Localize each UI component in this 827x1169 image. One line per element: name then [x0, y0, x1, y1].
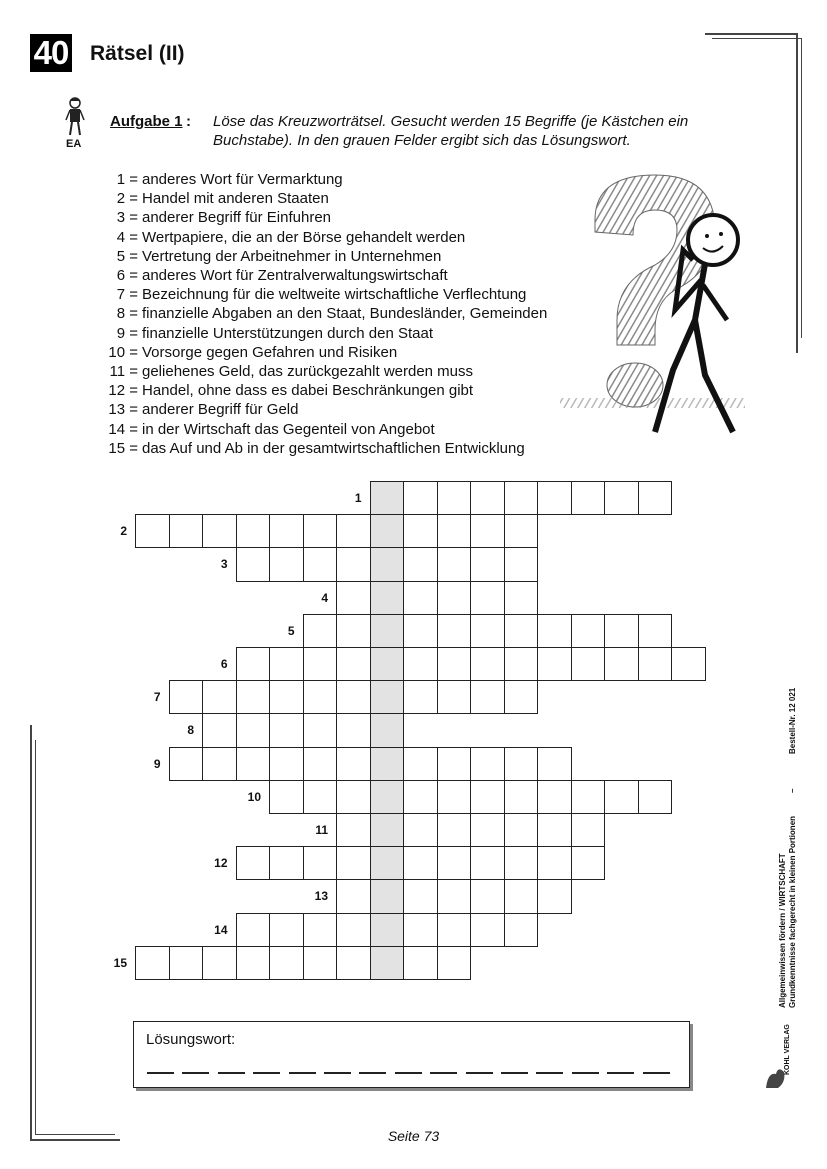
row-number: 8 — [187, 723, 194, 738]
task-label: Aufgabe 1 — [110, 113, 183, 130]
crossword-cell[interactable] — [403, 913, 438, 947]
clue-number: 12 = — [108, 382, 138, 400]
crossword-cell[interactable] — [571, 813, 606, 847]
crossword-cell[interactable] — [437, 879, 472, 913]
crossword-cell[interactable] — [303, 614, 338, 648]
solution-blank[interactable] — [182, 1072, 209, 1074]
crossword-cell[interactable] — [336, 647, 371, 681]
crossword-cell[interactable] — [403, 514, 438, 548]
crossword-cell[interactable] — [202, 514, 237, 548]
crossword-cell[interactable] — [169, 680, 204, 714]
crossword-cell[interactable] — [336, 780, 371, 814]
solution-blank[interactable] — [572, 1072, 599, 1074]
crossword-cell-solution[interactable] — [370, 879, 405, 913]
crossword-cell[interactable] — [303, 913, 338, 947]
crossword-cell-solution[interactable] — [370, 680, 405, 714]
crossword-cell[interactable] — [437, 780, 472, 814]
crossword-cell[interactable] — [571, 481, 606, 515]
crossword-cell[interactable] — [236, 747, 271, 781]
crossword-cell[interactable] — [269, 846, 304, 880]
crossword-cell[interactable] — [336, 846, 371, 880]
crossword-cell[interactable] — [269, 514, 304, 548]
crossword-cell[interactable] — [169, 946, 204, 980]
exercise-number: 40 — [30, 34, 72, 72]
crossword-cell[interactable] — [336, 713, 371, 747]
clue-item — [108, 189, 547, 208]
frame-top-right-v1 — [796, 33, 798, 353]
thinking-figure-illustration — [555, 170, 750, 440]
crossword-cell[interactable] — [269, 680, 304, 714]
crossword-cell[interactable] — [504, 614, 539, 648]
crossword-cell[interactable] — [470, 647, 505, 681]
crossword-cell[interactable] — [437, 913, 472, 947]
crossword-cell[interactable] — [470, 747, 505, 781]
crossword-cell[interactable] — [202, 747, 237, 781]
crossword-cell[interactable] — [202, 713, 237, 747]
clue-number: 13 = — [108, 401, 138, 419]
frame-top-right-h1 — [705, 33, 797, 35]
solution-blank[interactable] — [289, 1072, 316, 1074]
crossword-cell[interactable] — [470, 481, 505, 515]
crossword-cell[interactable] — [571, 614, 606, 648]
clue-text: Vorsorge gegen Gefahren und Risiken — [142, 343, 398, 361]
crossword-cell[interactable] — [236, 647, 271, 681]
crossword-cell-solution[interactable] — [370, 747, 405, 781]
clue-item — [108, 208, 547, 227]
crossword-cell[interactable] — [437, 614, 472, 648]
clue-item — [108, 285, 547, 304]
crossword-cell[interactable] — [336, 614, 371, 648]
solution-blank[interactable] — [466, 1072, 493, 1074]
clue-item — [108, 324, 547, 343]
clue-number: 4 = — [116, 228, 138, 246]
crossword-cell[interactable] — [470, 680, 505, 714]
clue-item — [108, 304, 547, 323]
crossword-cell[interactable] — [403, 846, 438, 880]
crossword-cell[interactable] — [269, 747, 304, 781]
row-number: 11 — [315, 823, 328, 837]
crossword-cell[interactable] — [671, 647, 706, 681]
crossword-cell[interactable] — [504, 879, 539, 913]
row-number: 3 — [220, 557, 228, 572]
crossword-cell[interactable] — [303, 547, 338, 581]
clue-number: 9 = — [116, 324, 138, 342]
side-info — [776, 687, 797, 1010]
crossword-cell[interactable] — [437, 647, 472, 681]
crossword-cell[interactable] — [236, 846, 271, 880]
crossword-cell[interactable] — [470, 614, 505, 648]
crossword-cell[interactable] — [169, 514, 204, 548]
crossword-cell[interactable] — [437, 946, 472, 980]
clue-list — [108, 170, 547, 458]
clue-item — [108, 266, 547, 285]
frame-top-right-v2 — [801, 38, 802, 338]
crossword-cell[interactable] — [604, 614, 639, 648]
crossword-cell[interactable] — [437, 581, 472, 615]
crossword-cell[interactable] — [504, 846, 539, 880]
crossword-cell[interactable] — [269, 780, 304, 814]
solution-label: Lösungswort: — [146, 1031, 236, 1048]
crossword-cell[interactable] — [336, 813, 371, 847]
row-number: 13 — [314, 889, 328, 904]
solution-blank[interactable] — [536, 1072, 563, 1074]
clue-number: 10 = — [108, 343, 138, 361]
clue-number: 6 = — [116, 267, 138, 285]
solution-blank[interactable] — [147, 1072, 174, 1074]
clue-number: 2 = — [116, 190, 138, 208]
crossword-cell[interactable] — [537, 780, 572, 814]
side-subtitle: Grundkenntnisse fachgerecht in kleinen Portionen — [788, 815, 797, 1008]
crossword-cell[interactable] — [470, 846, 505, 880]
clue-number: 8 = — [116, 305, 138, 323]
clue-text: finanzielle Abgaben an den Staat, Bundesländer, Gemeinden — [142, 305, 548, 323]
crossword-cell[interactable] — [336, 913, 371, 947]
side-title: Allgemeinwissen fördern / WIRTSCHAFT — [778, 853, 787, 1008]
crossword-cell[interactable] — [303, 747, 338, 781]
crossword-cell[interactable] — [437, 547, 472, 581]
solution-blank[interactable] — [501, 1072, 528, 1074]
crossword-cell-solution[interactable] — [370, 514, 405, 548]
crossword-cell[interactable] — [638, 481, 673, 515]
crossword-cell[interactable] — [504, 547, 539, 581]
crossword-cell[interactable] — [135, 514, 170, 548]
row-number: 6 — [220, 657, 228, 671]
clue-number: 1 = — [116, 171, 138, 188]
side-order-number: Bestell-Nr. 12 021 — [788, 687, 797, 754]
crossword-cell[interactable] — [403, 547, 438, 581]
clue-text: das Auf und Ab in der gesamtwirtschaftlichen Entwicklung — [142, 439, 525, 457]
row-number: 4 — [321, 590, 328, 605]
clue-number: 11 = — [109, 363, 138, 381]
crossword-cell[interactable] — [504, 813, 539, 847]
side-dash: – — [788, 788, 797, 793]
crossword-cell[interactable] — [403, 481, 438, 515]
crossword-cell[interactable] — [303, 680, 338, 714]
row-number: 10 — [247, 789, 261, 804]
crossword-cell[interactable] — [269, 913, 304, 947]
crossword-cell[interactable] — [504, 514, 539, 548]
crossword-cell[interactable] — [504, 581, 539, 615]
publisher-name: KOHL VERLAG — [784, 1024, 791, 1075]
crossword-cell[interactable] — [303, 514, 338, 548]
crossword-cell[interactable] — [236, 913, 271, 947]
clue-text: anderes Wort für Zentralverwaltungswirtschaft — [142, 267, 448, 285]
clue-item — [108, 247, 547, 266]
row-number: 14 — [214, 922, 228, 937]
clue-text: finanzielle Unterstützungen durch den Staat — [142, 324, 434, 342]
crossword-cell[interactable] — [437, 747, 472, 781]
crossword-cell[interactable] — [504, 481, 539, 515]
frame-top-right-h2 — [712, 38, 802, 39]
crossword-cell[interactable] — [470, 581, 505, 615]
crossword-cell[interactable] — [504, 780, 539, 814]
task-instructions: Löse das Kreuzworträtsel. Gesucht werden 15 Begriffe (je Kästchen ein Buchstabe). In den grauen Felder ergibt sich das Lösungswort. — [213, 113, 689, 149]
crossword-cell[interactable] — [303, 946, 338, 980]
crossword-cell[interactable] — [604, 481, 639, 515]
clue-number: 15 = — [108, 439, 138, 457]
crossword-cell[interactable] — [135, 946, 170, 980]
crossword-cell[interactable] — [169, 747, 204, 781]
solution-blank[interactable] — [430, 1072, 457, 1074]
crossword-cell[interactable] — [303, 647, 338, 681]
crossword-cell[interactable] — [537, 481, 572, 515]
crossword-cell[interactable] — [437, 514, 472, 548]
clue-number: 3 = — [116, 209, 138, 227]
crossword-cell[interactable] — [303, 713, 338, 747]
crossword-cell[interactable] — [537, 846, 572, 880]
crossword-cell[interactable] — [236, 547, 271, 581]
publisher-logo — [762, 1062, 804, 1092]
crossword-cell[interactable] — [403, 647, 438, 681]
clue-text: Bezeichnung für die weltweite wirtschaftliche Verflechtung — [142, 286, 527, 304]
crossword-cell-solution[interactable] — [370, 946, 405, 980]
clue-item — [108, 170, 547, 189]
crossword-cell[interactable] — [202, 680, 237, 714]
solution-blank[interactable] — [324, 1072, 351, 1074]
frame-bottom-left-v2 — [35, 740, 36, 1135]
crossword-cell[interactable] — [537, 614, 572, 648]
crossword-cell[interactable] — [537, 647, 572, 681]
crossword-cell[interactable] — [470, 913, 505, 947]
crossword-cell[interactable] — [537, 879, 572, 913]
crossword-cell[interactable] — [470, 813, 505, 847]
crossword-cell-solution[interactable] — [370, 647, 405, 681]
clue-text: Handel, ohne dass es dabei Beschränkungen gibt — [142, 382, 474, 400]
clue-text: Handel mit anderen Staaten — [142, 190, 329, 208]
page-number: Seite 73 — [387, 1128, 440, 1144]
crossword-cell[interactable] — [336, 680, 371, 714]
crossword-cell[interactable] — [470, 879, 505, 913]
crossword-cell[interactable] — [236, 680, 271, 714]
crossword-cell[interactable] — [504, 913, 539, 947]
crossword-cell[interactable] — [336, 879, 371, 913]
row-number: 5 — [287, 623, 295, 638]
solution-blank[interactable] — [395, 1072, 422, 1074]
crossword-cell[interactable] — [269, 647, 304, 681]
crossword-cell[interactable] — [336, 581, 371, 615]
crossword-cell[interactable] — [504, 747, 539, 781]
clue-item — [108, 343, 547, 362]
solution-blank[interactable] — [607, 1072, 634, 1074]
crossword-cell[interactable] — [571, 647, 606, 681]
row-number: 1 — [354, 491, 362, 505]
crossword-cell[interactable] — [269, 946, 304, 980]
crossword-cell[interactable] — [403, 946, 438, 980]
clue-item — [108, 439, 547, 458]
crossword-cell[interactable] — [571, 780, 606, 814]
crossword-cell[interactable] — [604, 780, 639, 814]
crossword-cell[interactable] — [504, 647, 539, 681]
crossword-cell-solution[interactable] — [370, 614, 405, 648]
crossword-cell[interactable] — [403, 680, 438, 714]
crossword-cell[interactable] — [236, 946, 271, 980]
crossword-cell[interactable] — [403, 747, 438, 781]
crossword-cell[interactable] — [236, 514, 271, 548]
crossword-cell[interactable] — [470, 780, 505, 814]
crossword-cell[interactable] — [403, 614, 438, 648]
crossword-cell[interactable] — [504, 680, 539, 714]
crossword-cell[interactable] — [571, 846, 606, 880]
crossword-cell[interactable] — [336, 747, 371, 781]
crossword-cell[interactable] — [437, 481, 472, 515]
row-number: 7 — [153, 690, 161, 705]
crossword-cell[interactable] — [336, 946, 371, 980]
crossword-cell[interactable] — [303, 780, 338, 814]
crossword-cell[interactable] — [236, 713, 271, 747]
clue-item — [108, 362, 547, 381]
clue-text: in der Wirtschaft das Gegenteil von Angebot — [142, 420, 435, 438]
crossword-cell-solution[interactable] — [370, 780, 405, 814]
crossword-cell[interactable] — [638, 780, 673, 814]
clue-number: 14 = — [108, 420, 138, 438]
solution-blank[interactable] — [359, 1072, 386, 1074]
clue-text: anderer Begriff für Einfuhren — [142, 209, 332, 227]
crossword-cell-solution[interactable] — [370, 547, 405, 581]
crossword-cell[interactable] — [336, 514, 371, 548]
crossword-cell[interactable] — [638, 614, 673, 648]
clue-number: 5 = — [116, 247, 138, 265]
row-number: 9 — [153, 756, 161, 771]
crossword-cell[interactable] — [437, 813, 472, 847]
crossword-cell[interactable] — [403, 581, 438, 615]
crossword-cell[interactable] — [604, 647, 639, 681]
crossword-cell-solution[interactable] — [370, 481, 405, 515]
crossword-cell[interactable] — [470, 547, 505, 581]
task-colon: : — [186, 113, 191, 130]
solution-blank[interactable] — [643, 1072, 670, 1074]
clue-text: anderer Begriff für Geld — [142, 401, 299, 419]
crossword-cell[interactable] — [403, 813, 438, 847]
crossword-cell-solution[interactable] — [370, 846, 405, 880]
crossword-cell[interactable] — [437, 680, 472, 714]
row-number: 12 — [214, 856, 228, 871]
crossword-cell[interactable] — [437, 846, 472, 880]
crossword-cell[interactable] — [638, 647, 673, 681]
work-mode-label: EA — [66, 138, 82, 150]
clue-text: geliehenes Geld, das zurückgezahlt werden muss — [142, 363, 474, 381]
crossword-cell[interactable] — [537, 813, 572, 847]
crossword-cell-solution[interactable] — [370, 813, 405, 847]
clue-item — [108, 400, 547, 419]
crossword-cell[interactable] — [403, 780, 438, 814]
crossword-cell-solution[interactable] — [370, 713, 405, 747]
crossword-cell[interactable] — [403, 879, 438, 913]
clue-text: anderes Wort für Vermarktung — [142, 171, 343, 188]
crossword-cell[interactable] — [269, 547, 304, 581]
clue-item — [108, 381, 547, 400]
crossword-cell[interactable] — [303, 846, 338, 880]
crossword-cell[interactable] — [470, 514, 505, 548]
page-title: Rätsel (II) — [90, 42, 185, 65]
clue-item — [108, 228, 547, 247]
row-number: 2 — [120, 524, 127, 539]
person-icon — [64, 96, 86, 138]
crossword-cell[interactable] — [336, 547, 371, 581]
row-number: 15 — [113, 955, 127, 970]
clue-text: Vertretung der Arbeitnehmer in Unternehmen — [142, 247, 442, 265]
frame-bottom-left-v1 — [30, 725, 32, 1140]
crossword-cell[interactable] — [537, 747, 572, 781]
solution-blank[interactable] — [218, 1072, 245, 1074]
crossword-cell-solution[interactable] — [370, 913, 405, 947]
crossword-cell-solution[interactable] — [370, 581, 405, 615]
clue-number: 7 = — [116, 286, 138, 304]
clue-item — [108, 420, 547, 439]
crossword-cell[interactable] — [269, 713, 304, 747]
crossword-cell[interactable] — [202, 946, 237, 980]
solution-blank[interactable] — [253, 1072, 280, 1074]
clue-text: Wertpapiere, die an der Börse gehandelt werden — [142, 228, 466, 246]
